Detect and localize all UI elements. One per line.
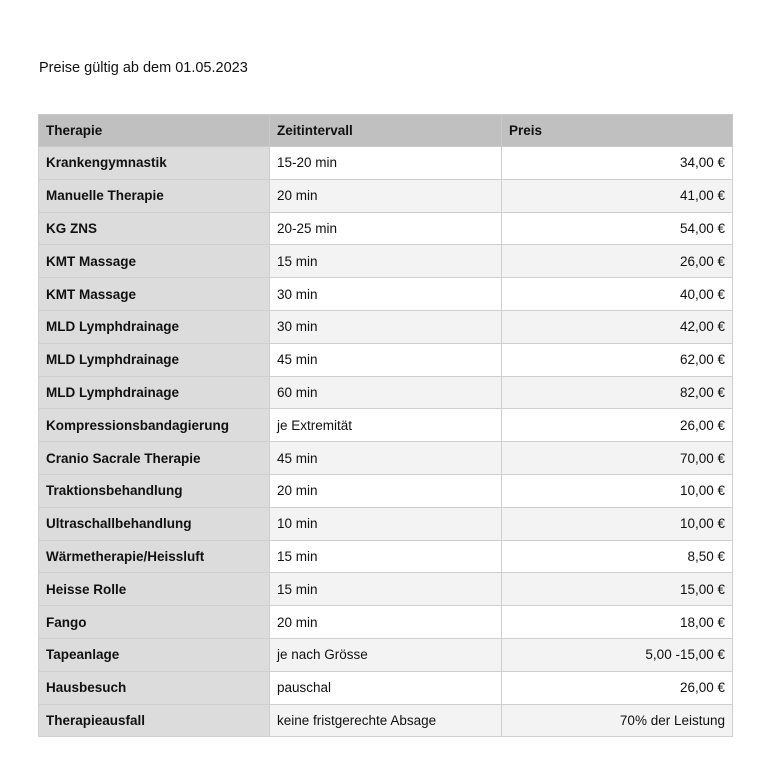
column-header-zeitintervall: Zeitintervall	[270, 115, 502, 147]
zeitintervall-cell: 45 min	[270, 442, 502, 475]
preis-cell: 15,00 €	[502, 573, 733, 606]
table-row	[39, 671, 733, 704]
therapie-cell: KG ZNS	[39, 212, 270, 245]
table-row	[39, 573, 733, 606]
therapie-cell: MLD Lymphdrainage	[39, 310, 270, 343]
table-row	[39, 245, 733, 278]
price-table-header	[39, 115, 733, 147]
zeitintervall-cell: 60 min	[270, 376, 502, 409]
table-row	[39, 606, 733, 639]
zeitintervall-cell: keine fristgerechte Absage	[270, 704, 502, 737]
therapie-cell: Hausbesuch	[39, 671, 270, 704]
price-table-body	[39, 147, 733, 737]
preis-cell: 41,00 €	[502, 179, 733, 212]
zeitintervall-cell: 15 min	[270, 245, 502, 278]
therapie-cell: Kompressionsbandagierung	[39, 409, 270, 442]
table-row	[39, 310, 733, 343]
table-row	[39, 147, 733, 180]
therapie-cell: Therapieausfall	[39, 704, 270, 737]
zeitintervall-cell: 10 min	[270, 507, 502, 540]
zeitintervall-cell: 20-25 min	[270, 212, 502, 245]
preis-cell: 42,00 €	[502, 310, 733, 343]
preis-cell: 34,00 €	[502, 147, 733, 180]
preis-cell: 26,00 €	[502, 245, 733, 278]
table-row	[39, 638, 733, 671]
zeitintervall-cell: 45 min	[270, 343, 502, 376]
column-header-preis: Preis	[502, 115, 733, 147]
zeitintervall-cell: 20 min	[270, 606, 502, 639]
therapie-cell: Manuelle Therapie	[39, 179, 270, 212]
header-row	[39, 115, 733, 147]
preis-cell: 70,00 €	[502, 442, 733, 475]
zeitintervall-cell: 15 min	[270, 540, 502, 573]
therapie-cell: Traktionsbehandlung	[39, 474, 270, 507]
preis-cell: 8,50 €	[502, 540, 733, 573]
table-row	[39, 704, 733, 737]
preis-cell: 62,00 €	[502, 343, 733, 376]
therapie-cell: MLD Lymphdrainage	[39, 343, 270, 376]
zeitintervall-cell: je Extremität	[270, 409, 502, 442]
price-validity-heading: Preise gültig ab dem 01.05.2023	[39, 60, 248, 76]
zeitintervall-cell: 30 min	[270, 278, 502, 311]
therapie-cell: MLD Lymphdrainage	[39, 376, 270, 409]
therapie-cell: Krankengymnastik	[39, 147, 270, 180]
preis-cell: 54,00 €	[502, 212, 733, 245]
zeitintervall-cell: je nach Grösse	[270, 638, 502, 671]
preis-cell: 26,00 €	[502, 409, 733, 442]
preis-cell: 10,00 €	[502, 507, 733, 540]
table-row	[39, 212, 733, 245]
table-row	[39, 343, 733, 376]
zeitintervall-cell: 30 min	[270, 310, 502, 343]
preis-cell: 10,00 €	[502, 474, 733, 507]
zeitintervall-cell: pauschal	[270, 671, 502, 704]
therapie-cell: Tapeanlage	[39, 638, 270, 671]
zeitintervall-cell: 15 min	[270, 573, 502, 606]
therapie-cell: Heisse Rolle	[39, 573, 270, 606]
table-row	[39, 442, 733, 475]
preis-cell: 5,00 -15,00 €	[502, 638, 733, 671]
column-header-therapie: Therapie	[39, 115, 270, 147]
zeitintervall-cell: 20 min	[270, 179, 502, 212]
therapie-cell: Ultraschallbehandlung	[39, 507, 270, 540]
table-row	[39, 507, 733, 540]
preis-cell: 82,00 €	[502, 376, 733, 409]
therapie-cell: Fango	[39, 606, 270, 639]
therapie-cell: KMT Massage	[39, 278, 270, 311]
zeitintervall-cell: 15-20 min	[270, 147, 502, 180]
table-row	[39, 376, 733, 409]
preis-cell: 70% der Leistung	[502, 704, 733, 737]
preis-cell: 40,00 €	[502, 278, 733, 311]
table-row	[39, 409, 733, 442]
therapie-cell: Cranio Sacrale Therapie	[39, 442, 270, 475]
preis-cell: 18,00 €	[502, 606, 733, 639]
table-row	[39, 540, 733, 573]
table-row	[39, 179, 733, 212]
price-table	[38, 114, 733, 737]
table-row	[39, 278, 733, 311]
preis-cell: 26,00 €	[502, 671, 733, 704]
table-row	[39, 474, 733, 507]
therapie-cell: KMT Massage	[39, 245, 270, 278]
therapie-cell: Wärmetherapie/Heissluft	[39, 540, 270, 573]
zeitintervall-cell: 20 min	[270, 474, 502, 507]
